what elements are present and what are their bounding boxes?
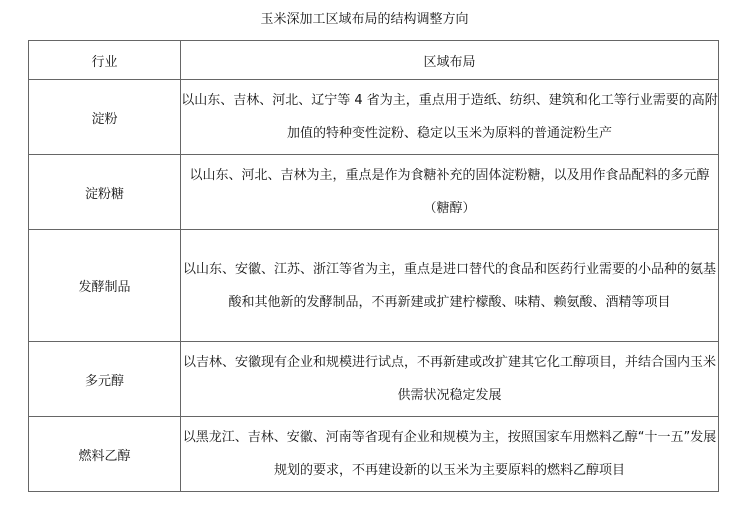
table-row	[29, 80, 719, 155]
table-title: 玉米深加工区域布局的结构调整方向	[260, 12, 469, 27]
header-industry: 行业	[29, 41, 181, 80]
table-row	[29, 417, 719, 492]
table-row	[29, 230, 719, 342]
region-layout-cell: 以山东、吉林、河北、辽宁等 4 省为主，重点用于造纸、纺织、建筑和化工等行业需要的高附加值的特种变性淀粉、稳定以玉米为原料的普通淀粉生产	[181, 80, 719, 155]
region-layout-cell: 以吉林、安徽现有企业和规模进行试点，不再新建或改扩建其它化工醇项目，并结合国内玉米供需状况稳定发展	[181, 342, 719, 417]
layout-table	[28, 40, 719, 492]
industry-cell: 燃料乙醇	[29, 417, 181, 492]
region-layout-cell: 以山东、河北、吉林为主，重点是作为食糖补充的固体淀粉糖，以及用作食品配料的多元醇（糖醇）	[181, 155, 719, 230]
region-layout-cell: 以黑龙江、吉林、安徽、河南等省现有企业和规模为主，按照国家车用燃料乙醇“十一五”发展规划的要求，不再建设新的以玉米为主要原料的燃料乙醇项目	[181, 417, 719, 492]
table-row	[29, 155, 719, 230]
industry-cell: 发酵制品	[29, 230, 181, 342]
header-region-layout: 区域布局	[181, 41, 719, 80]
table-header-row	[29, 41, 719, 80]
table-row	[29, 342, 719, 417]
region-layout-cell: 以山东、安徽、江苏、浙江等省为主，重点是进口替代的食品和医药行业需要的小品种的氨基酸和其他新的发酵制品，不再新建或扩建柠檬酸、味精、赖氨酸、酒精等项目	[181, 230, 719, 342]
industry-cell: 多元醇	[29, 342, 181, 417]
industry-cell: 淀粉糖	[29, 155, 181, 230]
industry-cell: 淀粉	[29, 80, 181, 155]
